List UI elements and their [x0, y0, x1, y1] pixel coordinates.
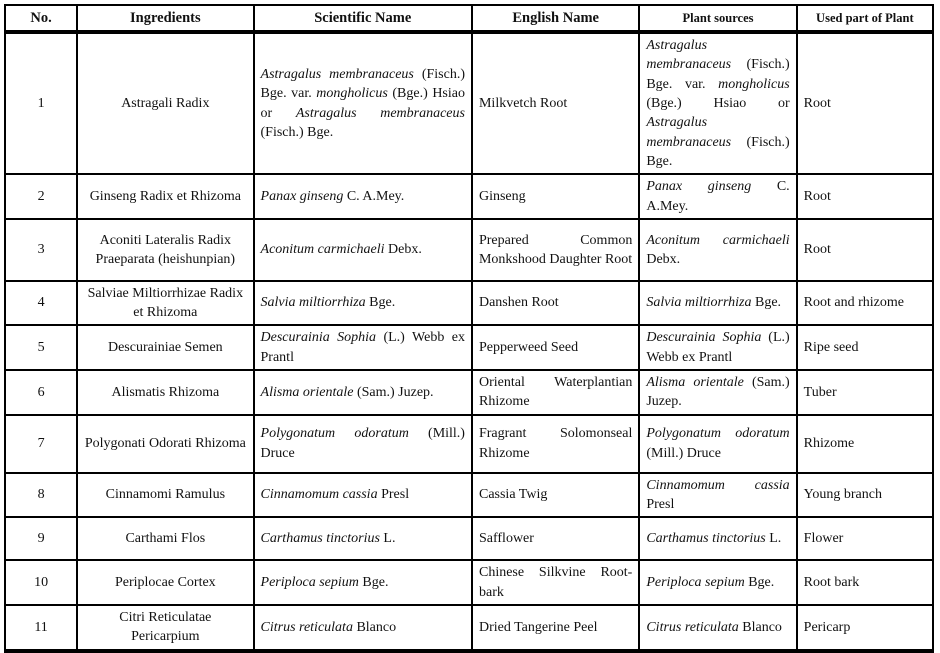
scientific-binomial: Cinnamomum cassia: [260, 487, 378, 503]
scientific-binomial: Alisma orientale: [260, 384, 354, 400]
scientific-binomial: Astragalus membranaceus: [646, 38, 732, 73]
column-header-no: No.: [5, 5, 77, 32]
cell-english-name: Fragrant Solomonseal Rhizome: [472, 415, 639, 473]
scientific-binomial: Carthamus tinctorius: [260, 531, 380, 547]
ingredients-table: [4, 4, 934, 653]
cell-scientific-name: [254, 473, 472, 518]
cell-ingredient: Carthami Flos: [77, 517, 253, 560]
table-row: [5, 219, 933, 281]
table-row: [5, 281, 933, 326]
cell-no: 9: [5, 517, 77, 560]
cell-used-part: Rhizome: [797, 415, 933, 473]
scientific-binomial: Aconitum carmichaeli: [646, 232, 790, 248]
column-header-scientific-name: Scientific Name: [254, 5, 472, 32]
cell-no: 1: [5, 32, 77, 174]
cell-english-name: Safflower: [472, 517, 639, 560]
cell-ingredient: Ginseng Radix et Rhizoma: [77, 174, 253, 219]
cell-used-part: Root bark: [797, 560, 933, 605]
cell-used-part: Root: [797, 32, 933, 174]
table-header: [5, 5, 933, 32]
authority-text: Bge.: [358, 574, 389, 590]
authority-text: Debx.: [384, 242, 422, 258]
scientific-binomial: Astragalus membranaceus: [646, 115, 732, 150]
cell-english-name: Ginseng: [472, 174, 639, 219]
cell-plant-sources: [639, 219, 796, 281]
authority-text: (Fisch.) Bge.: [260, 124, 334, 140]
cell-no: 2: [5, 174, 77, 219]
table-body: [5, 32, 933, 651]
scientific-binomial: Polygonatum odoratum: [260, 426, 409, 442]
cell-scientific-name: [254, 517, 472, 560]
scientific-binomial: Salvia miltiorrhiza: [646, 295, 752, 311]
column-header-used-part: Used part of Plant: [797, 5, 933, 32]
cell-scientific-name: [254, 415, 472, 473]
authority-text: Bge.: [744, 574, 775, 590]
scientific-binomial: Descurainia Sophia: [646, 330, 762, 346]
authority-text: Bge.: [751, 295, 782, 311]
authority-text: (L.) Webb ex Prantl: [260, 330, 465, 365]
cell-ingredient: Aconiti Lateralis Radix Praeparata (heishunpian): [77, 219, 253, 281]
authority-text: (Sam.) Juzep.: [646, 375, 790, 410]
authority-text: C. A.Mey.: [343, 188, 405, 204]
authority-text: Presl: [377, 487, 410, 503]
column-header-english-name: English Name: [472, 5, 639, 32]
table-row: [5, 560, 933, 605]
table-row: [5, 605, 933, 651]
scientific-binomial: Citrus reticulata: [646, 619, 739, 635]
cell-plant-sources: [639, 281, 796, 326]
cell-scientific-name: [254, 32, 472, 174]
authority-text: L.: [765, 531, 782, 547]
cell-no: 7: [5, 415, 77, 473]
cell-ingredient: Descurainiae Semen: [77, 325, 253, 370]
authority-text: Blanco: [352, 619, 397, 635]
cell-no: 11: [5, 605, 77, 651]
cell-plant-sources: [639, 605, 796, 651]
cell-used-part: Tuber: [797, 370, 933, 415]
column-header-plant-sources: Plant sources: [639, 5, 796, 32]
scientific-binomial: Cinnamomum cassia: [646, 477, 790, 493]
scientific-binomial: Periploca sepium: [646, 574, 745, 590]
cell-no: 8: [5, 473, 77, 518]
cell-english-name: Milkvetch Root: [472, 32, 639, 174]
table-row: [5, 415, 933, 473]
cell-used-part: Pericarp: [797, 605, 933, 651]
scientific-binomial: mongholicus: [718, 76, 790, 92]
table-row: [5, 174, 933, 219]
table-row: [5, 473, 933, 518]
cell-ingredient: Cinnamomi Ramulus: [77, 473, 253, 518]
authority-text: Debx.: [646, 251, 681, 267]
authority-text: (Fisch.) Bge. var.: [646, 57, 790, 92]
authority-text: Blanco: [738, 619, 782, 635]
scientific-binomial: Carthamus tinctorius: [646, 531, 766, 547]
cell-plant-sources: [639, 517, 796, 560]
authority-text: Presl: [646, 497, 675, 512]
authority-text: (Sam.) Juzep.: [353, 384, 434, 400]
cell-no: 10: [5, 560, 77, 605]
cell-used-part: Flower: [797, 517, 933, 560]
scientific-binomial: Panax ginseng: [646, 179, 752, 195]
cell-ingredient: Polygonati Odorati Rhizoma: [77, 415, 253, 473]
cell-plant-sources: [639, 560, 796, 605]
authority-text: (L.) Webb ex Prantl: [646, 330, 790, 365]
scientific-binomial: mongholicus: [316, 86, 388, 102]
cell-ingredient: Salviae Miltiorrhizae Radix et Rhizoma: [77, 281, 253, 326]
column-header-ingredients: Ingredients: [77, 5, 253, 32]
scientific-binomial: Citrus reticulata: [260, 619, 353, 635]
cell-no: 6: [5, 370, 77, 415]
cell-no: 5: [5, 325, 77, 370]
authority-text: (Bge.) Hsiao or: [260, 86, 465, 121]
cell-scientific-name: [254, 605, 472, 651]
cell-ingredient: Astragali Radix: [77, 32, 253, 174]
cell-used-part: Root: [797, 219, 933, 281]
cell-english-name: Cassia Twig: [472, 473, 639, 518]
authority-text: C. A.Mey.: [646, 179, 790, 214]
cell-scientific-name: [254, 560, 472, 605]
table-row: [5, 325, 933, 370]
table-row: [5, 370, 933, 415]
cell-plant-sources: [639, 325, 796, 370]
cell-plant-sources: [639, 32, 796, 174]
cell-no: 3: [5, 219, 77, 281]
cell-english-name: Chinese Silkvine Root-bark: [472, 560, 639, 605]
cell-scientific-name: [254, 370, 472, 415]
cell-ingredient: Periplocae Cortex: [77, 560, 253, 605]
cell-used-part: Young branch: [797, 473, 933, 518]
cell-plant-sources: [639, 473, 796, 518]
authority-text: Bge.: [365, 295, 396, 311]
cell-used-part: Root and rhizome: [797, 281, 933, 326]
scientific-binomial: Descurainia Sophia: [260, 330, 377, 346]
cell-english-name: Pepperweed Seed: [472, 325, 639, 370]
authority-text: (Mill.) Druce: [646, 445, 721, 461]
scientific-binomial: Salvia miltiorrhiza: [260, 295, 366, 311]
scientific-binomial: Alisma orientale: [646, 375, 744, 391]
cell-ingredient: Citri Reticulatae Pericarpium: [77, 605, 253, 651]
cell-used-part: Ripe seed: [797, 325, 933, 370]
table-row: [5, 517, 933, 560]
scientific-binomial: Astragalus membranaceus: [260, 66, 414, 82]
authority-text: (Bge.) Hsiao or: [646, 95, 790, 111]
authority-text: (Fisch.) Bge. var.: [260, 66, 465, 102]
cell-ingredient: Alismatis Rhizoma: [77, 370, 253, 415]
authority-text: L.: [379, 531, 396, 547]
cell-scientific-name: [254, 325, 472, 370]
cell-scientific-name: [254, 174, 472, 219]
header-row: [5, 5, 933, 32]
cell-english-name: Prepared Common Monkshood Daughter Root: [472, 219, 639, 281]
cell-plant-sources: [639, 415, 796, 473]
scientific-binomial: Aconitum carmichaeli: [260, 242, 385, 258]
cell-english-name: Oriental Waterplantian Rhizome: [472, 370, 639, 415]
table-row: [5, 32, 933, 174]
cell-used-part: Root: [797, 174, 933, 219]
cell-plant-sources: [639, 174, 796, 219]
cell-scientific-name: [254, 281, 472, 326]
scientific-binomial: Panax ginseng: [260, 188, 344, 204]
authority-text: (Mill.) Druce: [260, 426, 465, 461]
cell-no: 4: [5, 281, 77, 326]
cell-scientific-name: [254, 219, 472, 281]
cell-english-name: Danshen Root: [472, 281, 639, 326]
scientific-binomial: Astragalus membranaceus: [295, 105, 465, 121]
cell-plant-sources: [639, 370, 796, 415]
scientific-binomial: Polygonatum odoratum: [646, 426, 790, 442]
cell-english-name: Dried Tangerine Peel: [472, 605, 639, 651]
scientific-binomial: Periploca sepium: [260, 574, 359, 590]
authority-text: (Fisch.) Bge.: [646, 134, 790, 169]
